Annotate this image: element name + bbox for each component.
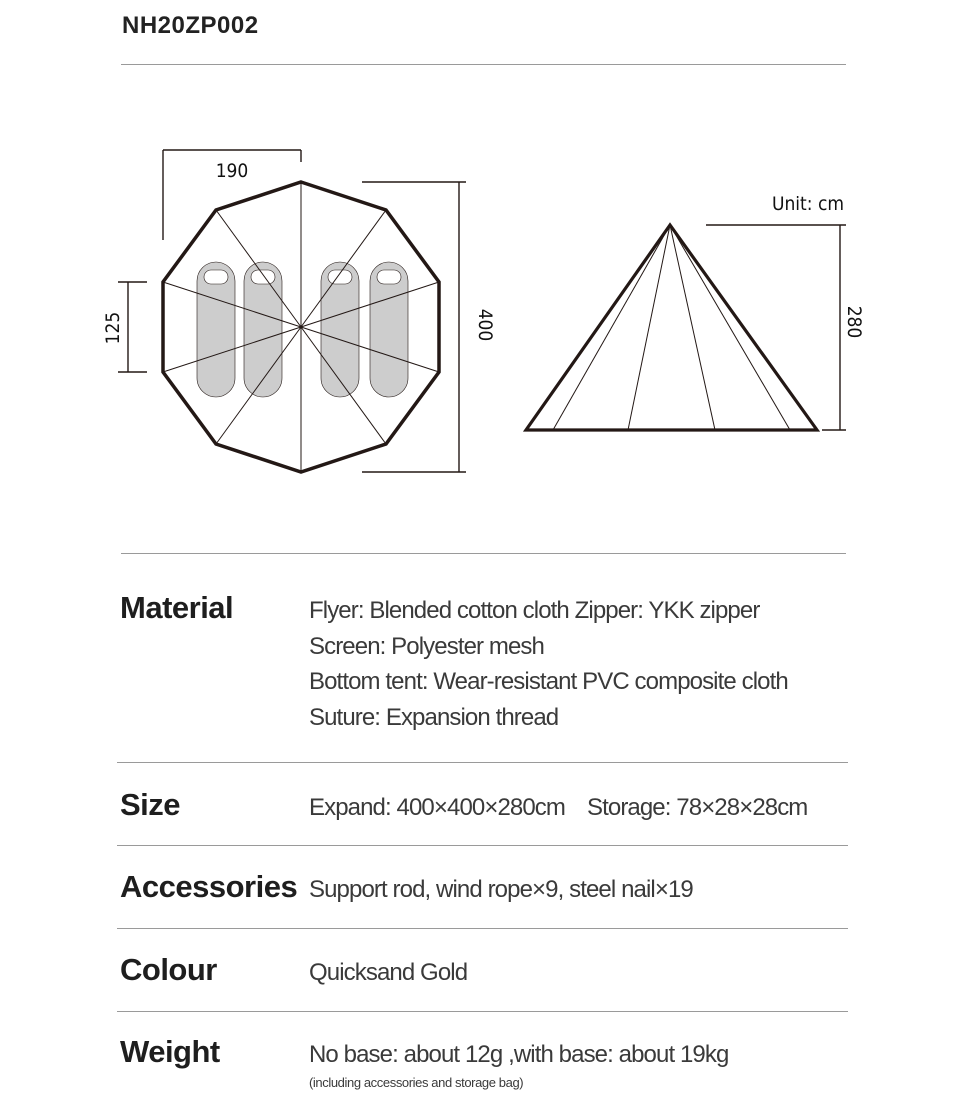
size-storage: Storage: 78×28×28cm	[587, 794, 808, 821]
dimension-depth-label: 400	[474, 308, 496, 342]
top-view	[102, 150, 496, 472]
spec-divider	[117, 928, 848, 929]
dimension-height-label: 280	[843, 305, 865, 339]
material-label: Material	[120, 590, 234, 625]
material-value	[309, 593, 788, 735]
diagram-divider	[121, 553, 846, 554]
dimension-height	[706, 225, 846, 430]
material-line: Screen: Polyester mesh	[309, 632, 544, 660]
tent-side-seams	[553, 225, 790, 430]
model-number: NH20ZP002	[122, 12, 259, 39]
accessories-value: Support rod, wind rope×9, steel nail×19	[309, 876, 693, 903]
material-line: Suture: Expansion thread	[309, 703, 559, 731]
accessories-label: Accessories	[120, 869, 298, 904]
dimension-sleeping-label: 125	[102, 311, 124, 345]
colour-label: Colour	[120, 952, 217, 987]
spec-divider	[117, 762, 848, 763]
size-expand: Expand: 400×400×280cm	[309, 794, 565, 821]
tent-side-outline	[526, 225, 817, 430]
colour-value: Quicksand Gold	[309, 959, 468, 986]
weight-label: Weight	[120, 1034, 220, 1069]
material-line: Flyer: Blended cotton cloth Zipper: YKK zipper	[309, 597, 760, 624]
spec-divider	[117, 1011, 848, 1012]
side-view	[526, 193, 865, 430]
unit-label: Unit: cm	[771, 193, 844, 215]
sleeping-bag-icon	[197, 262, 235, 397]
weight-note: (including accessories and storage bag)	[309, 1075, 524, 1090]
dimension-width-label: 190	[215, 160, 249, 182]
material-line: Bottom tent: Wear-resistant PVC composite cloth	[309, 668, 788, 695]
spec-divider	[117, 845, 848, 846]
sleeping-bag-icon	[370, 262, 408, 397]
size-label: Size	[120, 787, 181, 822]
size-value	[309, 790, 807, 826]
weight-value: No base: about 12g ,with base: about 19kg	[309, 1041, 729, 1068]
sleeping-bag-icon	[244, 262, 282, 397]
sleeping-bag-icon	[321, 262, 359, 397]
